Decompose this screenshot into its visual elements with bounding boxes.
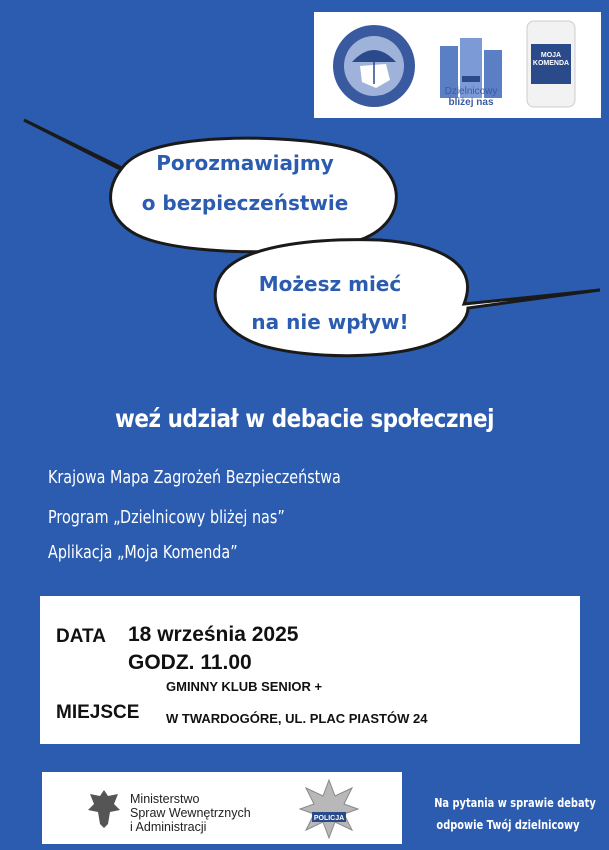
headline: weź udział w debacie społecznej [114,404,495,433]
contact-note-line-2: odpowie Twój dzielnicowy [436,818,580,832]
program-item-kmzb: Krajowa Mapa Zagrożeń Bezpieczeństwa [48,468,341,488]
moja-komenda-label-2: KOMENDA [532,60,570,67]
event-time: GODZ. 11.00 [128,651,252,674]
moja-komenda-label [532,52,570,68]
moja-komenda-label-1: MOJA [540,52,562,59]
date-label: DATA [56,626,106,647]
ministry-line-1: Ministerstwo [130,792,200,806]
event-place-line-2: W TWARDOGÓRE, UL. PLAC PIASTÓW 24 [166,711,428,726]
kmzb-logo [332,24,416,108]
program-item-dzielnicowy: Program „Dzielnicowy bliżej nas” [48,508,285,528]
dzielnicowy-logo-line-1: Dzielnicowy [444,86,498,97]
event-place-line-1: GMINNY KLUB SENIOR + [166,679,323,694]
contact-note-line-1: Na pytania w sprawie debaty [434,796,596,810]
logos-panel [314,12,601,118]
police-badge-text: POLICJA [313,815,345,822]
dzielnicowy-logo-line-2: bliżej nas [448,97,494,108]
bubble-1-line-2: o bezpieczeństwie [141,191,349,215]
bubble-2-line-2: na nie wpływ! [251,310,409,334]
police-star-icon [298,778,360,840]
polish-eagle-icon [84,786,124,830]
ministry-line-2: Spraw Wewnętrznych [130,806,251,820]
bubble-1-line-1: Porozmawiajmy [156,151,334,175]
program-item-moja-komenda: Aplikacja „Moja Komenda” [48,543,238,563]
bubble-2-line-1: Możesz mieć [258,272,402,296]
ministry-line-3: i Administracji [130,820,207,834]
place-label: MIEJSCE [56,702,140,723]
event-date: 18 września 2025 [128,623,299,646]
